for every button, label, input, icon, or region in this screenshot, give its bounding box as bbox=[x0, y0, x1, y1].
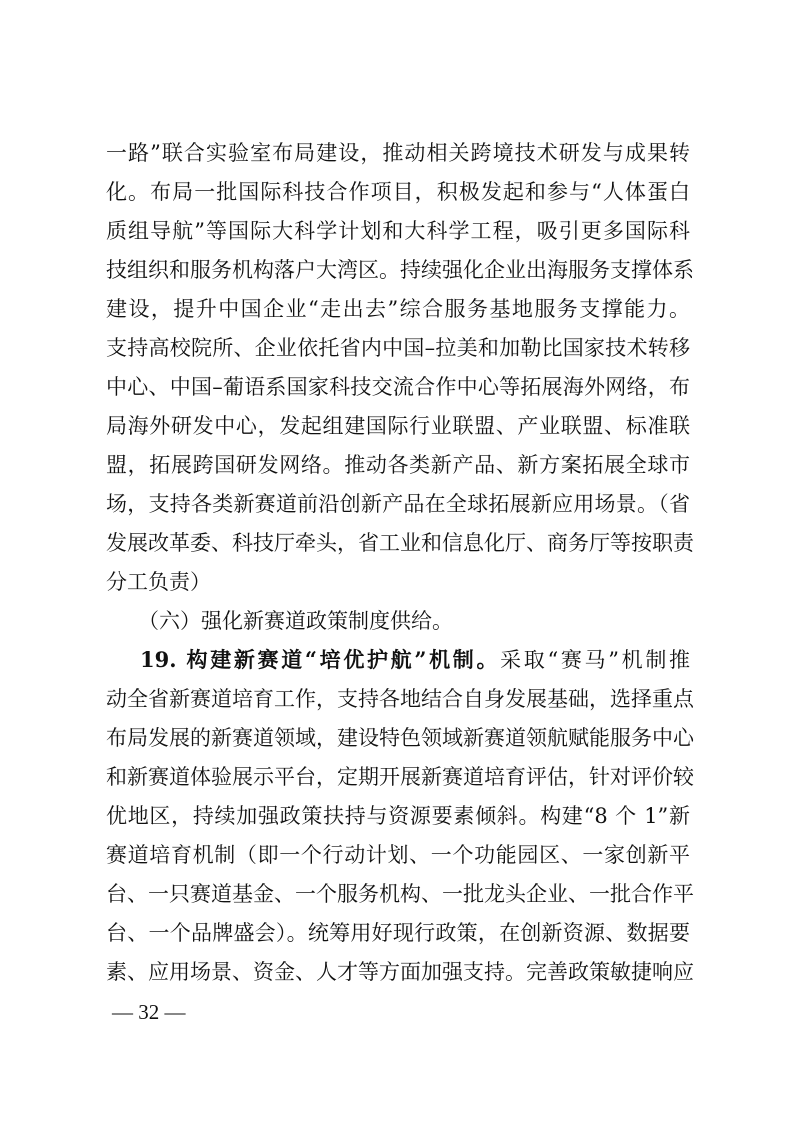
text-line: 布局发展的新赛道领域，建设特色领域新赛道领航赋能服务中心 bbox=[106, 726, 694, 750]
text-line: 支持高校院所、企业依托省内中国–拉美和加勒比国家技术转移 bbox=[106, 336, 690, 360]
text-line: 盟，拓展跨国研发网络。推动各类新产品、新方案拓展全球市 bbox=[106, 453, 690, 477]
text-line: 质组导航”等国际大科学计划和大科学工程，吸引更多国际科 bbox=[106, 219, 690, 243]
text-line: 化。布局一批国际科技合作项目，积极发起和参与“人体蛋白 bbox=[106, 180, 690, 204]
text-line: 技组织和服务机构落户大湾区。持续强化企业出海服务支撑体系 bbox=[106, 258, 694, 282]
text-line: 建设，提升中国企业“走出去”综合服务基地服务支撑能力。 bbox=[106, 297, 690, 321]
text-line: 素、应用场景、资金、人才等方面加强支持。完善政策敏捷响应 bbox=[106, 960, 694, 984]
text-line: 优地区，持续加强政策扶持与资源要素倾斜。构建“8 个 1”新 bbox=[106, 804, 690, 828]
text-line: 台、一个品牌盛会）。统筹用好现行政策，在创新资源、数据要 bbox=[106, 921, 690, 945]
text-line: 台、一只赛道基金、一个服务机构、一批龙头企业、一批合作平 bbox=[106, 882, 694, 906]
item-19-first-line bbox=[140, 645, 690, 675]
text-line: 和新赛道体验展示平台，定期开展新赛道培育评估，针对评价较 bbox=[106, 765, 694, 789]
section-heading: （六）强化新赛道政策制度供给。 bbox=[138, 609, 453, 633]
text-line: 局海外研发中心，发起组建国际行业联盟、产业联盟、标准联 bbox=[106, 414, 690, 438]
text-line: 一路”联合实验室布局建设，推动相关跨境技术研发与成果转 bbox=[106, 141, 690, 165]
text-line: 场，支持各类新赛道前沿创新产品在全球拓展新应用场景。（省 bbox=[106, 492, 690, 516]
item-19-heading: 19. 构建新赛道“培优护航”机制。 bbox=[140, 647, 501, 672]
text-line: 赛道培育机制（即一个行动计划、一个功能园区、一家创新平 bbox=[106, 843, 690, 867]
item-19-first-line-text: 采取“赛马”机制推 bbox=[500, 648, 690, 672]
text-line: 中心、中国–葡语系国家科技交流合作中心等拓展海外网络，布 bbox=[106, 375, 690, 399]
page-number: — 32 — bbox=[112, 1000, 186, 1024]
text-line: 动全省新赛道培育工作，支持各地结合自身发展基础，选择重点 bbox=[106, 687, 694, 711]
text-line: 分工负责） bbox=[106, 570, 211, 594]
text-line: 发展改革委、科技厅牵头，省工业和信息化厅、商务厅等按职责 bbox=[106, 531, 694, 555]
